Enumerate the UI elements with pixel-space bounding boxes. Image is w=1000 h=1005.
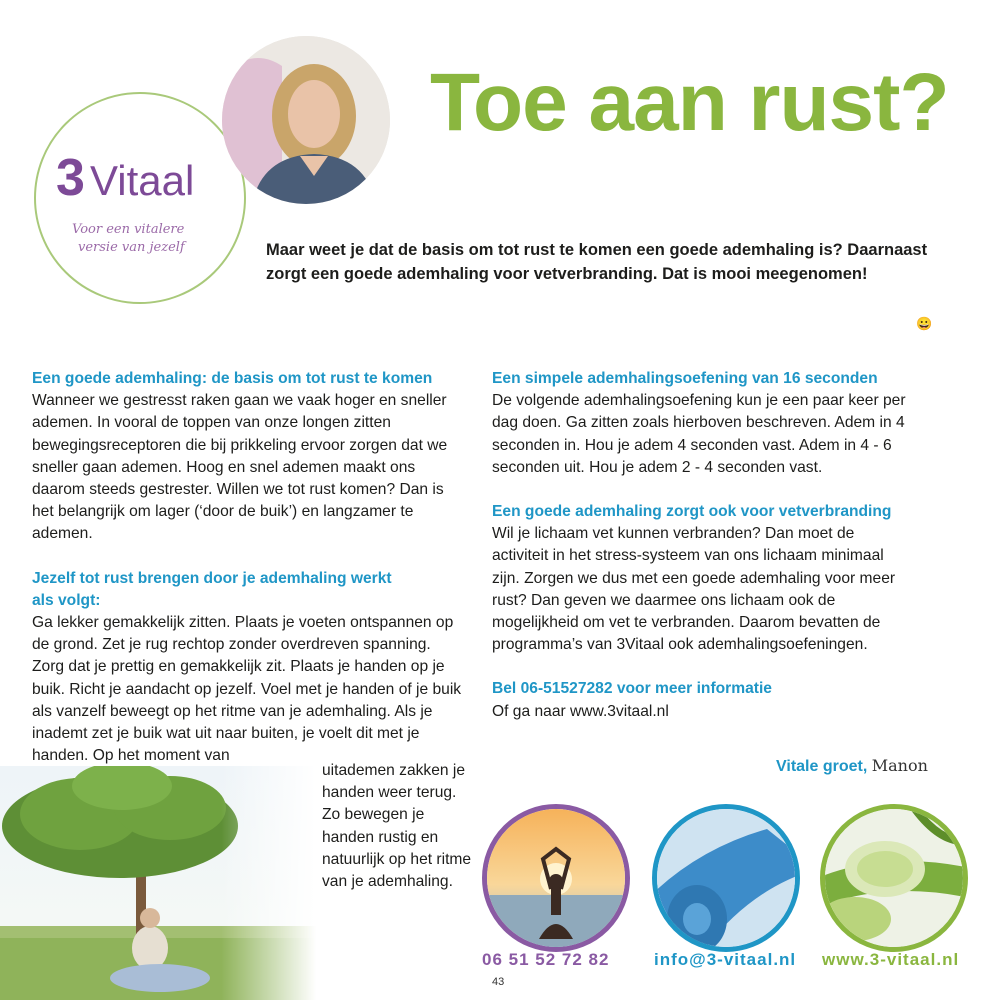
smiley-emoji: 😀 (916, 316, 933, 331)
logo-tagline-line1: Voor een vitalere (72, 222, 185, 237)
right-column (492, 368, 952, 723)
section-body: Wanneer we gestresst raken gaan we vaak hoger en sneller ademen. In vooral de toppen van onze longen zitten bewegingsreceptoren die bij prikkeling ervoor zorgen dat we sneller gaan ademen. Hoog en snel ademen maakt ons daarom steeds gestrester. Willen we tot rust komen? Dan is het belangrijk om lager (‘door de buik’) en langzamer te ademen. (32, 392, 448, 543)
section-heading: Een simpele ademhalingsoefening van 16 seconden (492, 370, 878, 387)
section-heading: Jezelf tot rust brengen door je ademhaling werkt als volgt: (32, 569, 392, 609)
contact-email[interactable]: info@3-vitaal.nl (654, 950, 797, 969)
signoff-name: Manon (871, 756, 928, 775)
intro-paragraph: Maar weet je dat de basis om tot rust te komen een goede ademhaling is? Daarnaast zorgt een goede ademhaling voor vetverbranding. Dat is mooi meegenomen! (266, 241, 928, 283)
section-body-tail: uitademen zakken je handen weer terug. Zo bewegen je handen rustig en natuurlijk op het ritme van je ademhaling. (322, 762, 472, 891)
tree-meditation-photo (0, 766, 316, 1000)
cta-heading: Bel 06-51527282 voor meer informatie (492, 680, 772, 698)
brand-logo (34, 92, 246, 304)
page-headline: Toe aan rust? (430, 57, 949, 148)
section-heading: Een goede ademhaling zorgt ook voor vetverbranding (492, 503, 892, 521)
logo-tagline-line2: versie van jezelf (78, 240, 185, 255)
sunset-yoga-photo (482, 804, 630, 952)
left-column (32, 368, 462, 767)
page-number: 43 (492, 976, 505, 988)
author-portrait (222, 36, 390, 204)
logo-word: Vitaal (90, 157, 195, 204)
section-heading: Een goede ademhaling: de basis om tot rust te komen (32, 370, 433, 387)
yoga-mat-photo (652, 804, 800, 952)
aloe-vera-photo (820, 804, 968, 952)
contact-website[interactable]: www.3-vitaal.nl (822, 950, 960, 969)
cta-body: Of ga naar www.3vitaal.nl (492, 702, 669, 720)
section-body: De volgende ademhalingsoefening kun je een paar keer per dag doen. Ga zitten zoals hierboven beschreven. Adem in 4 seconden in. Hou je adem 4 seconden vast. Adem in 4 - 6 seconden uit. Hou je adem 2 - 4 seconden vast. (492, 392, 906, 476)
section-body: Wil je lichaam vet kunnen verbranden? Dan moet de activiteit in het stress-systeem van ons lichaam minimaal zijn. Zorgen we dus met een goede ademhaling voor meer rust? Dan geven we daarmee ons lichaam ook de mogelijkheid om vet te verbranden. Daarom bevatten de programma’s van 3Vitaal ook ademhalingsoefeningen. (492, 525, 896, 654)
signoff (776, 756, 928, 776)
logo-number: 3 (56, 149, 85, 207)
signoff-lead: Vitale groet, (776, 758, 868, 775)
contact-phone[interactable]: 06 51 52 72 82 (482, 950, 610, 969)
section-body: Ga lekker gemakkelijk zitten. Plaats je voeten ontspannen op de grond. Zet je rug rechtop zonder overdreven spanning. Zorg dat je prettig en gemakkelijk zit. Plaats je handen op je buik. Richt je aandacht op jezelf. Voel met je handen of je buik als vanzelf beweegt op het ritme van je ademhaling. Als je inademt zet je buik wat uit naar buiten, je voelt dit met je handen. Op het moment van (32, 614, 462, 765)
